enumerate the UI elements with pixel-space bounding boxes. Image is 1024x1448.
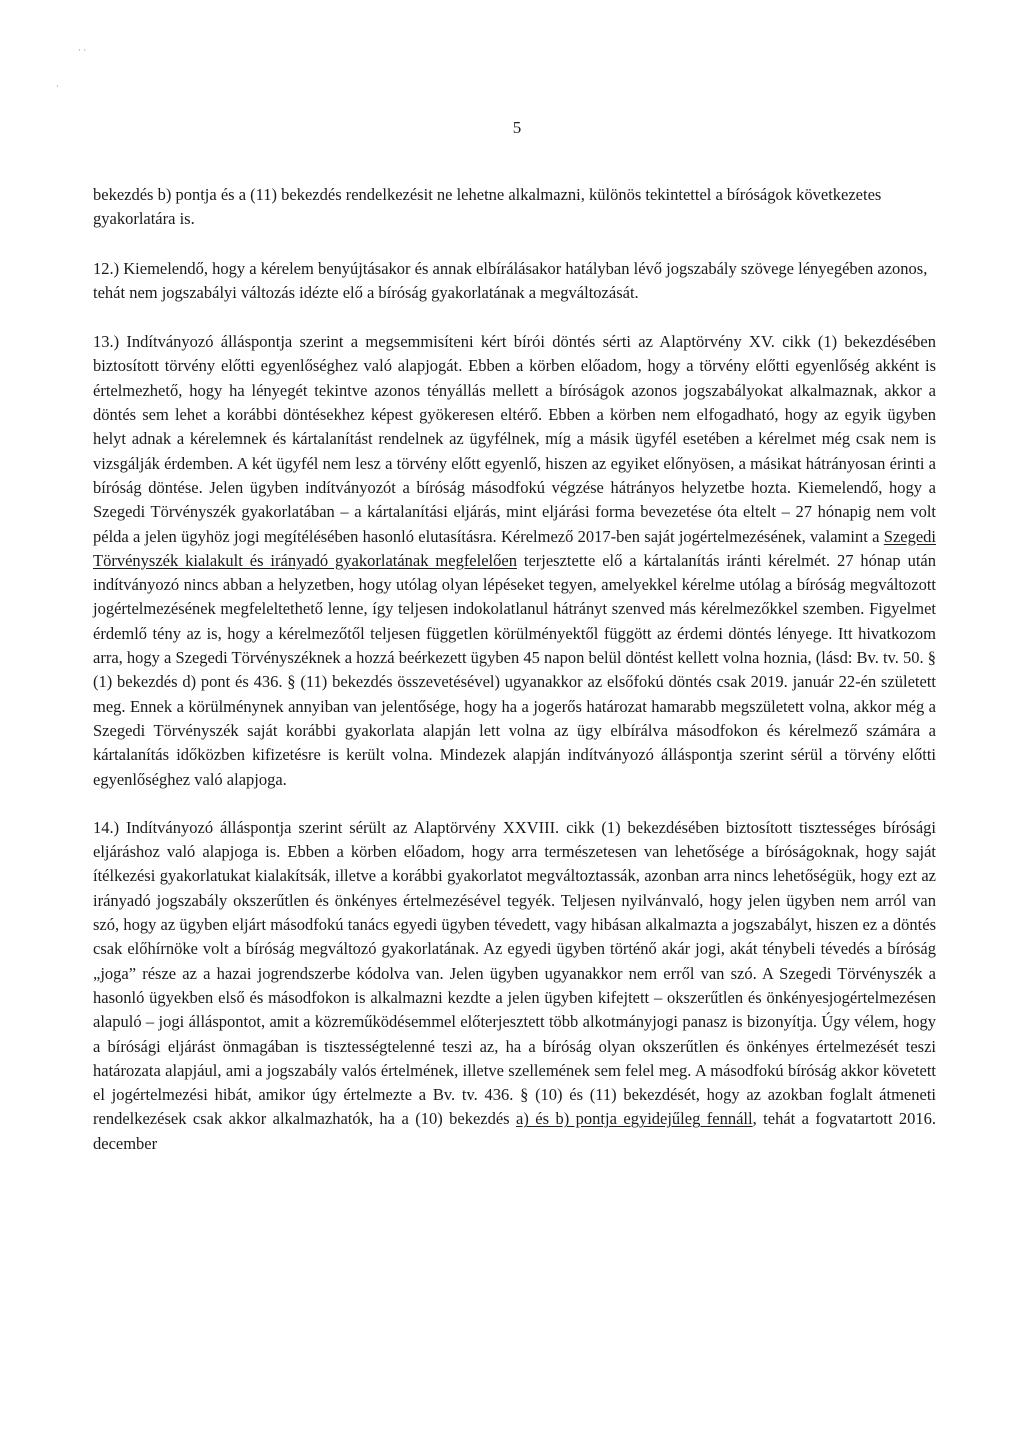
paragraph-14: [93, 816, 936, 1156]
paragraph-14-text: 14.) Indítványozó álláspontja szerint sérült az Alaptörvény XXVIII. cikk (1) bekezdésében biztosított tisztességes bírósági eljáráshoz való alapjoga is. Ebben a körben előadom, hogy arra természetesen van lehetősége a bíróságoknak, hogy saját ítélkezési gyakorlatukat kialakítsák, illetve a korábbi gyakorlatot megváltoztassák, azonban arra nincs lehetőségük, hogy ezt az irányadó jogszabály okszerűtlen és önkényes értelmezésével tegyék. Teljesen nyilvánvaló, hogy jelen ügyben nem arról van szó, hogy az ügyben eljárt másodfokú tanács egyedi ügyben tévedett, vagy hibásan alkalmazta a jogszabályt, hiszen ez a döntés csak előhírnöke volt a bíróság megváltozó gyakorlatának. Az egyedi ügyben történő akár jogi, akát ténybeli tévedés a bíróság „joga” része az a hazai jogrendszerbe kódolva van. Jelen ügyben ugyanakkor nem erről van szó. A Szegedi Törvényszék a hasonló ügyekben első és másodfokon is alkalmazni kezdte a jelen ügyben kifejtett – okszerűtlen és önkényesjogértelmezésen alapuló – jogi álláspontot, amit a közreműködésemmel előterjesztett több alkotmányjogi panasz is bizonyítja. Úgy vélem, hogy a bírósági eljárást önmagában is tisztességtelenné teszi az, ha a bíróság olyan okszerűtlen és önkényes értelmezését teszi határozata alapjául, ami a jogszabály valós értelmének, illetve szellemének sem felel meg. A másodfokú bíróság akkor követett el jogértelmezési hibát, amikor úgy értelmezte a Bv. tv. 436. § (10) és (11) bekezdését, hogy az azokban foglalt átmeneti rendelkezések csak akkor alkalmazhatók, ha a (10) bekezdés: [93, 817, 936, 1129]
paragraph-continuation: bekezdés b) pontja és a (11) bekezdés rendelkezésit ne lehetne alkalmazni, különös tekintettel a bíróságok következetes gyakorlatára is.: [93, 185, 882, 229]
page-number: 5: [512, 118, 522, 137]
underlined-phrase: Szegedi Törvényszék kialakult és irányadó gyakorlatának megfelelően: [93, 526, 936, 570]
paragraph-13-text-cont: terjesztette elő a kártalanítás iránti kérelmét. 27 hónap után indítványozó nincs abban a helyzetben, hogy utólag olyan lépéseket tegyen, amelyekkel kérelme utólag a bíróság megváltozott jogértelmezésének megfeleltethető lenne, így teljesen indokolatlanul hátrányt szenved más kérelmezőkkel szemben. Figyelmet érdemlő tény az is, hogy a kérelmezőtől teljesen független körülményektől függött az érdemi döntés lényege. Itt hivatkozom arra, hogy a Szegedi Törvényszéknek a hozzá beérkezett ügyben 45 napon belül döntést kellett volna hoznia, (lásd: Bv. tv. 50. § (1) bekezdés d) pont és 436. § (11) bekezdés összevetésével) ugyanakkor az elsőfokú döntés csak 2019. január 22-én született meg. Ennek a körülménynek annyiban van jelentősége, hogy ha a jogerős határozat hamarabb megszületett volna, akkor még a Szegedi Törvényszék saját korábbi gyakorlata alapján lett volna az ügy elbírálva másodfokon és kérelmező számára a kártalanítás időközben kifizetésre is került volna. Mindezek alapján indítványozó álláspontja szerint sérül a törvény előtti egyenlőséghez való alapjoga.: [93, 550, 936, 789]
paragraph-12: 12.) Kiemelendő, hogy a kérelem benyújtásakor és annak elbírálásakor hatályban lévő jogszabály szövege lényegében azonos, tehát nem jogszabályi változás idézte elő a bíróság gyakorlatának a megváltozását.: [93, 258, 928, 302]
underlined-phrase: a) és b) pontja egyidejűleg fennáll: [516, 1109, 753, 1129]
paragraph-13-text: 13.) Indítványozó álláspontja szerint a megsemmisíteni kért bírói döntés sérti az Alaptörvény XV. cikk (1) bekezdésében biztosított törvény előtti egyenlőséghez való alapjogát. Ebben a körben előadom, hogy a törvény előtti egyenlőség akként is értelmezhető, hogy ha lényegét tekintve azonos tényállás mellett a bíróságok azonos jogszabályokat alkalmaznak, akkor a döntés sem lehet a korábbi döntésekhez képest gyökeresen eltérő. Ebben a körben nem elfogadható, hogy az egyik ügyben helyt adnak a kérelemnek és kártalanítást rendelnek az ügyfélnek, míg a másik ügyfél esetében a kérelmet még csak nem is vizsgálják érdemben. A két ügyfél nem lesz a törvény előtt egyenlő, hiszen az egyiket előnyösen, a másikat hátrányosan érinti a bíróság döntése. Jelen ügyben indítványozót a bíróság másodfokú végzése hátrányos helyzetbe hozta. Kiemelendő, hogy a Szegedi Törvényszék gyakorlatában – a kártalanítási eljárás, mint eljárási forma bevezetése óta eltelt – 27 hónapig nem volt példa a jelen ügyhöz jogi megítélésében hasonló elutasításra. Kérelmező 2017-ben saját jogértelmezésének, valamint a: [93, 332, 936, 546]
scan-artifact: ·: [56, 81, 59, 91]
paragraph-14-text-cont: , tehát a fogvatartott 2016. december: [93, 1109, 936, 1153]
paragraph-13: [93, 330, 936, 792]
scan-artifact: · ·: [78, 45, 87, 55]
document-body: [93, 183, 936, 1156]
